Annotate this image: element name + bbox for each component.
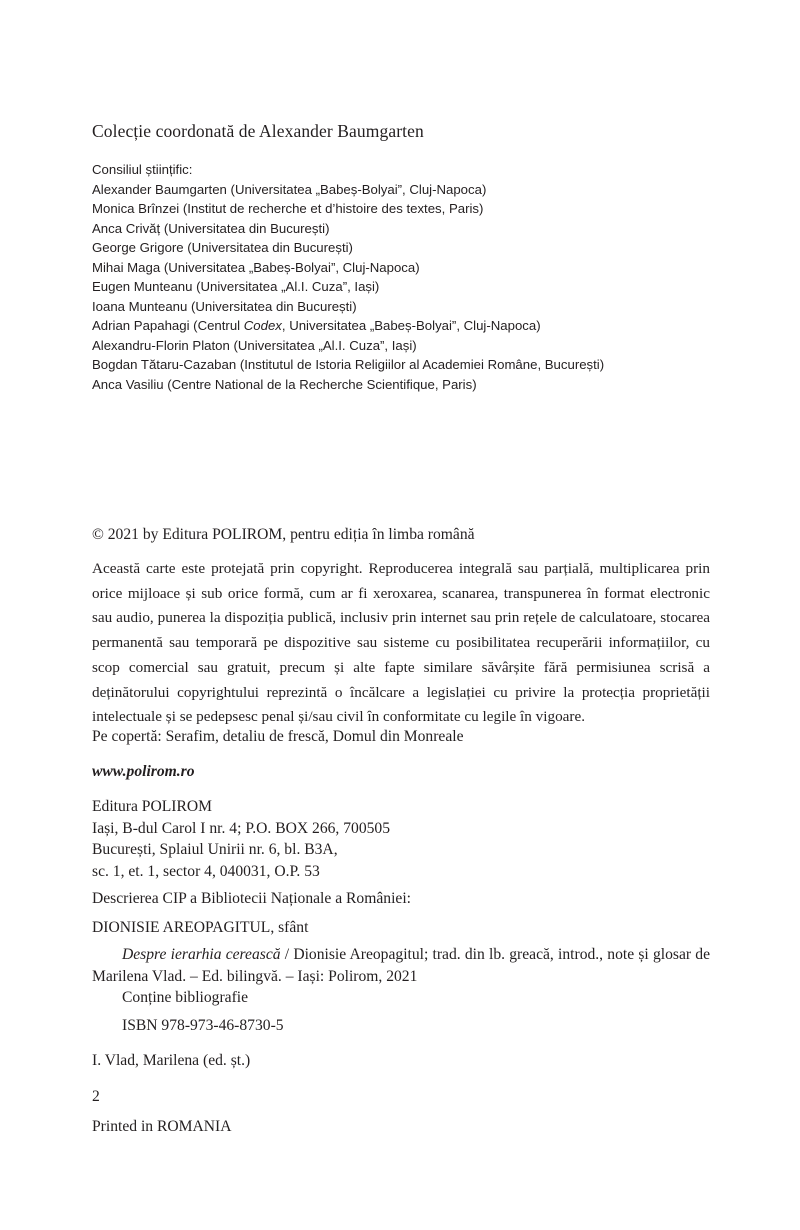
council-member [92, 316, 710, 336]
council-member: Anca Vasiliu (Centre National de la Recherche Scientifique, Paris) [92, 376, 477, 392]
cip-contains: Conține bibliografie [122, 989, 249, 1006]
publisher-name: Editura POLIROM [92, 798, 212, 815]
council-member: Anca Crivăț (Universitatea din București) [92, 220, 330, 236]
cip-description [92, 944, 710, 988]
printed-in: Printed in ROMANIA [92, 1118, 232, 1135]
collection-title: Colecție coordonată de Alexander Baumgarten [92, 121, 424, 141]
council-member: Alexander Baumgarten (Universitatea „Babeș-Bolyai”, Cluj-Napoca) [92, 181, 487, 197]
address-line: București, Splaiul Unirii nr. 6, bl. B3A, [92, 841, 338, 858]
legal-paragraph: Această carte este protejată prin copyright. Reproducerea integrală sau parțială, multiplicarea prin orice mijloace și sub orice formă, cum ar fi xeroxarea, scanarea, transpunerea în format electronic sau audio, punerea la dispoziția publică, inclusiv prin internet sau prin rețele de calculatoare, stocarea permanentă sau temporară pe dispozitive sau sisteme cu posibilitatea recuperării informațiilor, cu scop comercial sau gratuit, precum și alte fapte similare săvârșite fără permisiunea scrisă a deținătorului copyrightului reprezintă o încălcare a legislației cu privire la protecția proprietății intelectuale și se pedepsesc penal și/sau civil în conformitate cu legile în vigoare. [92, 560, 710, 726]
council-member: Mihai Maga (Universitatea „Babeș-Bolyai”, Cluj-Napoca) [92, 259, 420, 275]
council-member: Bogdan Tătaru-Cazaban (Institutul de Istoria Religiilor al Academiei Române, București) [92, 357, 605, 372]
council-member: Ioana Munteanu (Universitatea din București) [92, 298, 357, 314]
council-member: Eugen Munteanu (Universitatea „Al.I. Cuza”, Iași) [92, 279, 380, 294]
scientific-council [92, 160, 710, 394]
address-line: sc. 1, et. 1, sector 4, 040031, O.P. 53 [92, 862, 320, 880]
book-title: Despre ierarhia cerească [122, 946, 281, 963]
cover-note: Pe copertă: Serafim, detaliu de frescă, Domul din Monreale [92, 728, 464, 745]
council-member: George Grigore (Universitatea din București) [92, 240, 353, 255]
address-line: Iași, B-dul Carol I nr. 4; P.O. BOX 266, 700505 [92, 819, 391, 837]
cip-classification: 2 [92, 1088, 100, 1105]
cip-description-text: / Dionisie Areopagitul; trad. din lb. greacă, introd., note și glosar de Marilena Vlad. – Ed. bilingvă. – Iași: Polirom, 2021 [92, 946, 710, 985]
website-link[interactable]: www.polirom.ro [92, 763, 195, 780]
cip-author: DIONISIE AREOPAGITUL, sfânt [92, 919, 309, 936]
isbn: ISBN 978-973-46-8730-5 [122, 1017, 284, 1034]
cip-title: Descrierea CIP a Bibliotecii Naționale a României: [92, 890, 411, 907]
council-heading: Consiliul științific: [92, 162, 193, 177]
council-member: Monica Brînzei (Institut de recherche et d’histoire des textes, Paris) [92, 201, 484, 216]
council-member-text: , Universitatea „Babeș-Bolyai”, Cluj-Napoca) [281, 318, 541, 333]
council-member: Alexandru-Florin Platon (Universitatea „Al.I. Cuza”, Iași) [92, 337, 417, 353]
publisher-address [92, 796, 710, 882]
cip-added-entry: I. Vlad, Marilena (ed. șt.) [92, 1052, 251, 1069]
council-member-italic: Codex [243, 318, 282, 333]
copyright-notice: © 2021 by Editura POLIROM, pentru ediția în limba română [92, 526, 475, 543]
council-member-text: Adrian Papahagi (Centrul [92, 318, 244, 333]
